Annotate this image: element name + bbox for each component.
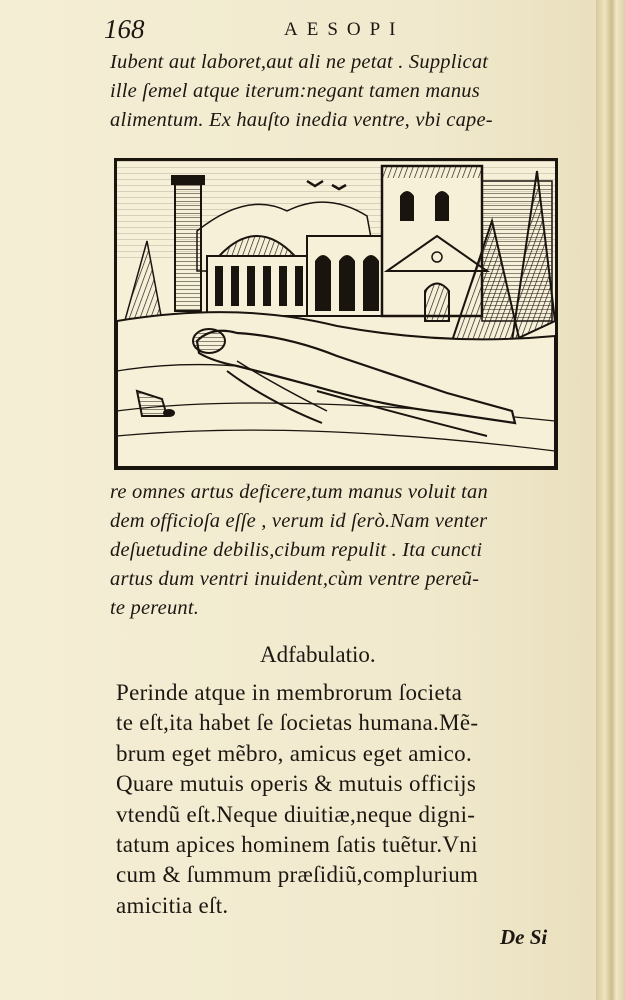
text-line: dem officioſa eſſe , verum id ſerò.Nam venter (110, 510, 488, 532)
section-heading: Adfabulatio. (260, 642, 376, 667)
catchword: De Si (500, 925, 548, 949)
text-line: artus dum ventri inuident,cùm ventre pereũ- (110, 568, 480, 590)
text-line: te pereunt. (110, 597, 200, 619)
text-line: re omnes artus deficere,tum manus voluit tan (110, 481, 488, 503)
woodcut-image (117, 161, 555, 467)
text-line: alimentum. Ex hauſto inedia ventre, vbi cape- (110, 109, 493, 131)
text-line: tatum apices hominem ſatis tuẽtur.Vni (116, 832, 478, 858)
text-line: ille ſemel atque iterum:negant tamen manus (110, 80, 480, 102)
fable-text-top (110, 48, 580, 135)
text-line: Perinde atque in membrorum ſocieta (116, 680, 463, 705)
text-line: Quare mutuis operis & mutuis officijs (116, 771, 477, 797)
text-line: deſuetudine debilis,cibum repulit . Ita cuncti (110, 539, 483, 561)
text-line: brum eget mẽbro, amicus eget amico. (116, 740, 473, 766)
page-header (104, 14, 574, 44)
page-gutter (596, 0, 625, 1000)
text-line: vtendũ eſt.Neque diuitiæ,neque digni- (116, 801, 476, 827)
moral-text (116, 678, 576, 921)
text-line: te eſt,ita habet ſe ſocietas humana.Mẽ- (116, 710, 479, 736)
fable-text-bottom (110, 478, 580, 623)
running-head: AESOPI (284, 19, 405, 40)
text-line: cum & ſummum præſidiũ,complurium (116, 862, 479, 888)
page-number: 168 (104, 14, 145, 44)
text-line: amicitia eſt. (116, 892, 229, 918)
woodcut-illustration (114, 158, 558, 470)
text-line: Iubent aut laboret,aut ali ne petat . Supplicat (110, 51, 489, 73)
